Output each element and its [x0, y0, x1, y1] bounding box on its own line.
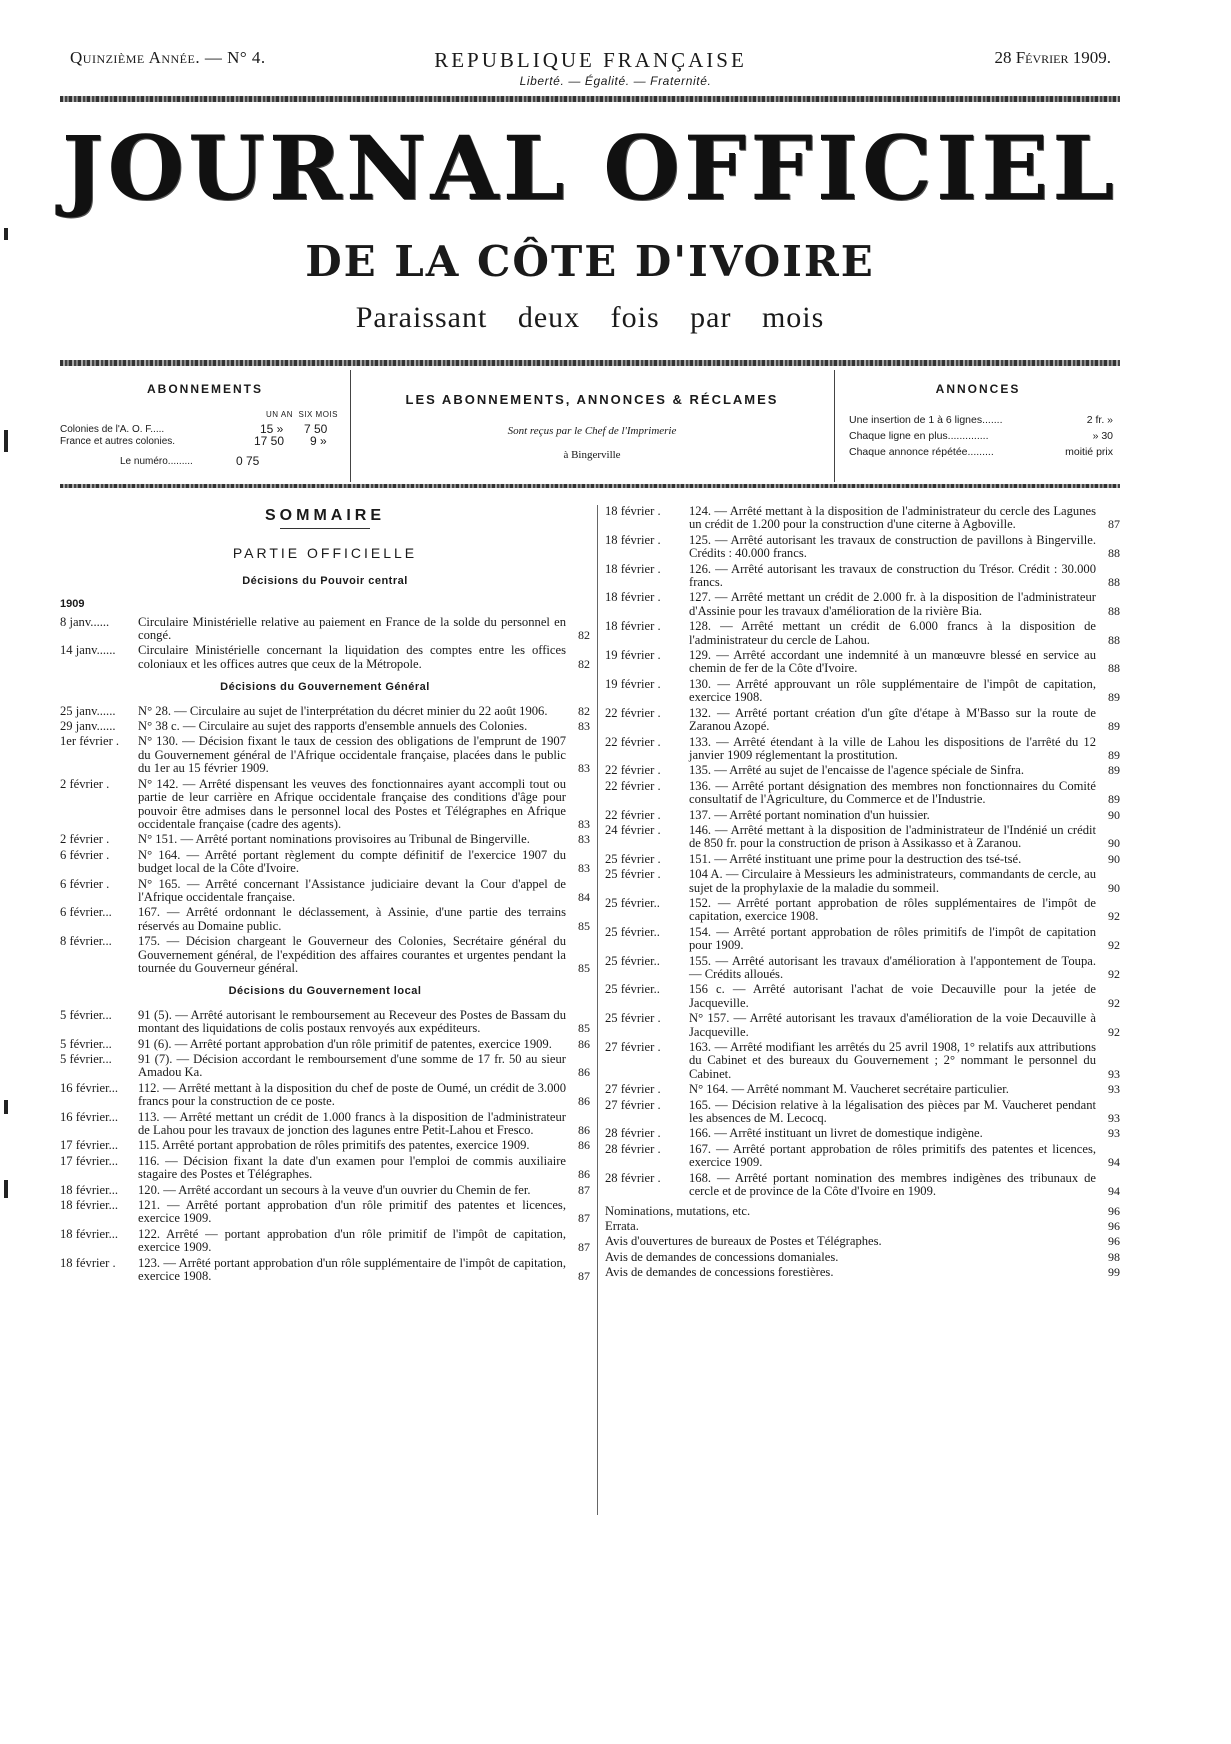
rate-value: 7 50: [304, 422, 328, 436]
toc-entry: [605, 897, 1120, 924]
entry-title: N° 28. — Circulaire au sujet de l'interprétation du décret minier du 22 août 1906.: [138, 703, 548, 718]
contact-line: Sont reçus par le Chef de l'Imprimerie: [507, 425, 677, 437]
toc-entry: [60, 735, 590, 775]
annonce-row: [849, 430, 1113, 442]
entry-title: 156 c. — Arrêté autorisant l'achat de voie Decauville pour la jetée de Jacqueville.: [689, 982, 1096, 1010]
entry-page: 86: [578, 1167, 590, 1182]
entry-date: 28 février .: [605, 1142, 661, 1156]
toc-entry: [60, 778, 590, 832]
contact-heading: LES ABONNEMENTS, ANNONCES & RÉCLAMES: [405, 392, 779, 407]
entry-title: 115. Arrêté portant approbation de rôles primitifs des patentes, exercice 1909.: [138, 1138, 530, 1153]
entry-date: 22 février .: [605, 706, 661, 720]
entry-title: 128. — Arrêté mettant un crédit de 6.000 francs à la disposition de l'administrateur du cercle de Lahou.: [689, 619, 1096, 647]
toc-entry: [60, 1053, 590, 1080]
entry-date: 6 février .: [60, 848, 110, 862]
partie-heading: PARTIE OFFICIELLE: [232, 545, 418, 562]
entry-page: 88: [1108, 632, 1120, 647]
toc-entry: [605, 505, 1120, 532]
toc-entry: [60, 1111, 590, 1138]
entry-page: 85: [578, 960, 590, 975]
entry-page: 90: [1108, 836, 1120, 851]
entry-title: N° 157. — Arrêté autorisant les travaux d'amélioration de la voie Decauville à Jacqueville.: [689, 1011, 1096, 1039]
entry-title: 133. — Arrêté étendant à la ville de Lahou les dispositions de l'arrêté du 12 janvier 1909 réglementant la prostitution.: [689, 734, 1096, 762]
entry-title: 135. — Arrêté au sujet de l'encaisse de l'agence spéciale de Sinfra.: [689, 763, 1024, 778]
republic-label: REPUBLIQUE FRANÇAISE: [434, 48, 747, 72]
entry-page: 86: [578, 1036, 590, 1051]
toc-entry: [605, 1172, 1120, 1199]
entry-date: 2 février .: [60, 833, 110, 847]
entry-date: 22 février .: [605, 735, 661, 749]
toc-entry: [60, 1199, 590, 1226]
scan-mark: [4, 1100, 8, 1114]
entry-date: 27 février .: [605, 1083, 661, 1097]
contact-panel: [352, 370, 832, 482]
sommaire-heading: SOMMAIRE: [265, 507, 385, 524]
entry-title: Avis de demandes de concessions domaniales.: [605, 1249, 839, 1264]
entry-page: 87: [578, 1211, 590, 1226]
toc-entry: [60, 878, 590, 905]
entry-title: N° 151. — Arrêté portant nominations provisoires au Tribunal de Bingerville.: [138, 832, 530, 847]
entry-title: N° 142. — Arrêté dispensant les veuves des fonctionnaires ayant accompli tout ou partie de leur carrière en Afrique occidentale française des conditions d'âge pour pouvoir être admises dans le personnel local des Postes et Télégraphes en Afrique occidentale française (cadre des agents).: [138, 776, 566, 831]
entry-title: 132. — Arrêté portant création d'un gîte d'étape à M'Basso sur la route de Zaranou Azopé.: [689, 705, 1096, 734]
section-heading: Décisions du Gouvernement local: [228, 985, 422, 998]
entry-date: 27 février .: [605, 1041, 661, 1055]
entry-title: 175. — Décision chargeant le Gouverneur des Colonies, Secrétaire général du Gouvernement général, de l'expédition des affaires courantes et urgentes pendant la tournée du Gouverneur général.: [138, 934, 566, 975]
entry-page: 83: [578, 761, 590, 776]
rate-label: France et autres colonies.: [60, 436, 176, 447]
entry-title: 168. — Arrêté portant nomination des membres indigènes des tribunaux de cercle et de province de la Côte d'Ivoire en 1909.: [689, 1170, 1096, 1199]
entry-title: 112. — Arrêté mettant à la disposition du chef de poste de Oumé, un crédit de 3.000 francs pour la construction de ce poste.: [138, 1080, 566, 1109]
entry-title: 91 (6). — Arrêté portant approbation d'un rôle primitif de patentes, exercice 1909.: [138, 1036, 552, 1051]
toc-tail-entry: [605, 1251, 1120, 1264]
entry-title: Circulaire Ministérielle concernant la liquidation des comptes entre les offices coloniaux et les offices autres que ceux de la Métropole.: [138, 643, 566, 671]
entry-title: Avis de demandes de concessions forestières.: [605, 1265, 834, 1280]
annonce-row: [849, 414, 1113, 426]
toc-tail-entry: [605, 1220, 1120, 1233]
rate-value: 9 »: [310, 434, 327, 448]
entry-date: 8 janv......: [60, 615, 110, 629]
entry-page: 83: [578, 719, 590, 734]
toc-tail-entry: [605, 1205, 1120, 1218]
sommaire-sections: [60, 575, 590, 1284]
entry-date: 28 février .: [605, 1127, 661, 1141]
entry-page: 96: [1108, 1234, 1120, 1249]
entry-page: 88: [1108, 575, 1120, 590]
toc-entry: [605, 1083, 1120, 1096]
entry-title: 91 (5). — Arrêté autorisant le remboursement au Receveur des Postes de Bassam du montant des liquidations de colis postaux renvoyés aux expéditeurs.: [138, 1007, 566, 1036]
entry-page: 82: [578, 628, 590, 643]
entry-title: 165. — Décision relative à la légalisation des pièces par M. Vaucheret pendant les absences de M. Lecocq.: [689, 1097, 1096, 1126]
rate-col-year: UN AN: [266, 410, 293, 419]
entry-date: 6 février...: [60, 906, 112, 920]
toc-entry: [60, 1038, 590, 1051]
entry-page: 96: [1108, 1203, 1120, 1218]
entry-title: 113. — Arrêté mettant un crédit de 1.000 francs à la disposition de l'administrateur de Lahou pour les travaux de jonction des lagunes entre Petit-Lahou et Fresco.: [138, 1109, 566, 1138]
entry-title: 120. — Arrêté accordant un secours à la veuve d'un ouvrier du Chemin de fer.: [138, 1182, 531, 1197]
entry-date: 6 février .: [60, 877, 110, 891]
entry-date: 18 février .: [605, 505, 661, 518]
entry-title: 137. — Arrêté portant nomination d'un huissier.: [689, 807, 930, 822]
entry-page: 96: [1108, 1218, 1120, 1233]
entry-title: N° 164. — Arrêté nommant M. Vaucheret secrétaire particulier.: [689, 1082, 1009, 1097]
entry-page: 86: [578, 1138, 590, 1153]
entry-date: 19 février .: [605, 677, 661, 691]
entry-page: 87: [578, 1269, 590, 1284]
toc-entry: [605, 764, 1120, 777]
toc-entry: [605, 824, 1120, 851]
entry-page: 83: [578, 832, 590, 847]
entry-page: 93: [1108, 1066, 1120, 1081]
entry-date: 28 février .: [605, 1171, 661, 1185]
entry-date: 17 février...: [60, 1154, 119, 1168]
toc-entry: [605, 620, 1120, 647]
journal-title: JOURNAL OFFICIEL: [61, 116, 1119, 220]
publication-frequency: Paraissant deux fois par mois: [355, 301, 825, 334]
entry-date: 25 février .: [605, 852, 661, 866]
annonces-panel: [834, 370, 1121, 482]
entry-page: 89: [1108, 792, 1120, 807]
entry-page: 84: [578, 889, 590, 904]
toc-entry: [605, 563, 1120, 590]
entry-page: 89: [1108, 690, 1120, 705]
entry-date: 16 février...: [60, 1110, 119, 1124]
entry-date: 25 février..: [605, 896, 660, 910]
entry-title: 125. — Arrêté autorisant les travaux de construction de pavillons à Bingerville. Crédits : 40.000 francs.: [689, 532, 1096, 561]
entry-title: 151. — Arrêté instituant une prime pour la destruction des tsé-tsé.: [689, 851, 1022, 866]
entry-date: 18 février...: [60, 1183, 119, 1197]
entry-page: 86: [578, 1123, 590, 1138]
entry-date: 18 février .: [605, 591, 661, 605]
entry-page: 92: [1108, 995, 1120, 1010]
entry-date: 18 février...: [60, 1199, 119, 1213]
scan-mark: [4, 1180, 8, 1198]
toc-entry: [605, 707, 1120, 734]
toc-entry: [60, 906, 590, 933]
subscription-box: [60, 370, 1120, 482]
entry-page: 86: [578, 1094, 590, 1109]
entry-date: 17 février...: [60, 1139, 119, 1153]
entry-title: 155. — Arrêté autorisant les travaux d'amélioration à l'appontement de Toupa. — Crédits alloués.: [689, 953, 1096, 981]
entry-page: 83: [578, 816, 590, 831]
top-rule: [60, 96, 1120, 102]
entry-page: 92: [1108, 1024, 1120, 1039]
entry-date: 19 février .: [605, 649, 661, 663]
entry-page: 88: [1108, 546, 1120, 561]
entry-page: 90: [1108, 880, 1120, 895]
entry-title: N° 130. — Décision fixant le taux de cession des obligations de l'emprunt de 1907 du Gouvernement général de l'Afrique occidentale française, placées dans le public du 1er au 15 février 1909.: [138, 734, 566, 776]
annonce-value: moitié prix: [1065, 446, 1113, 458]
entry-date: 1er février .: [60, 735, 120, 749]
toc-entry: [60, 644, 590, 671]
toc-entry: [60, 849, 590, 876]
toc-entry: [60, 833, 590, 846]
entry-page: 87: [578, 1182, 590, 1197]
toc-tail-entry: [605, 1235, 1120, 1248]
rate-label: Colonies de l'A. O. F.....: [60, 424, 165, 435]
toc-entry: [605, 678, 1120, 705]
annonces-heading: ANNONCES: [935, 382, 1021, 396]
entry-title: Circulaire Ministérielle relative au paiement en France de la solde du personnel en congé.: [138, 614, 566, 643]
entry-page: 89: [1108, 719, 1120, 734]
entry-page: 93: [1108, 1082, 1120, 1097]
entry-page: 88: [1108, 603, 1120, 618]
journal-subtitle: DE LA CÔTE D'IVOIRE: [305, 237, 875, 286]
entry-date: 18 février .: [60, 1256, 116, 1270]
entry-date: 5 février...: [60, 1008, 112, 1022]
section-heading: Décisions du Gouvernement Général: [220, 681, 430, 694]
toc-entry: [605, 868, 1120, 895]
entry-title: 129. — Arrêté accordant une indemnité à un manœuvre blessé en service au chemin de fer de la Côte d'Ivoire.: [689, 648, 1096, 676]
masthead-rule: [60, 360, 1120, 366]
entry-title: 122. Arrêté — portant approbation d'un rôle primitif de l'impôt de capitation, exercice 1909.: [138, 1226, 566, 1255]
entry-date: 27 février .: [605, 1098, 661, 1112]
toc-entry: [605, 1041, 1120, 1081]
entry-date: 25 février .: [605, 868, 661, 882]
rate-col-six-months: SIX MOIS: [298, 410, 338, 419]
toc-entry: [60, 720, 590, 733]
entry-title: 104 A. — Circulaire à Messieurs les administrateurs, commandants de cercle, au sujet de la prophylaxie de la maladie du sommeil.: [689, 867, 1096, 895]
entry-date: 5 février...: [60, 1037, 112, 1051]
entry-date: 22 février .: [605, 779, 661, 793]
toc-entry: [605, 983, 1120, 1010]
toc-entry: [60, 705, 590, 718]
entry-date: 25 février..: [605, 983, 660, 997]
entry-title: 130. — Arrêté approuvant un rôle supplémentaire de l'impôt de capitation, exercice 1908.: [689, 676, 1096, 705]
entry-date: 24 février .: [605, 823, 661, 837]
entry-date: 29 janv......: [60, 720, 116, 734]
issue-number: Quinzième Année. — N° 4.: [70, 48, 266, 67]
entry-page: 94: [1108, 1155, 1120, 1170]
entry-date: 25 février .: [605, 1012, 661, 1026]
divider: [280, 528, 370, 529]
entry-page: 88: [1108, 661, 1120, 676]
entry-title: 146. — Arrêté mettant à la disposition de l'administrateur de l'Indénié un crédit de 850 fr. pour la construction de prison à Assikasso et à Zaranou.: [689, 822, 1096, 851]
entry-page: 93: [1108, 1111, 1120, 1126]
entry-page: 89: [1108, 747, 1120, 762]
entry-title: N° 38 c. — Circulaire au sujet des rapports d'ensemble annuels des Colonies.: [138, 719, 528, 734]
entry-title: N° 164. — Arrêté portant règlement du compte définitif de l'exercice 1907 du budget local de la Côte d'Ivoire.: [138, 847, 566, 876]
entry-date: 25 février..: [605, 925, 660, 939]
entry-title: 166. — Arrêté instituant un livret de domestique indigène.: [689, 1126, 983, 1141]
sommaire-left-column: [60, 505, 590, 1286]
sommaire-right-column: [605, 505, 1120, 1282]
entry-date: 22 février .: [605, 764, 661, 778]
entry-page: 93: [1108, 1126, 1120, 1141]
top-header: [70, 48, 1111, 72]
entry-title: N° 165. — Arrêté concernant l'Assistance judiciaire devant la Cour d'appel de l'Afrique occidentale française.: [138, 876, 566, 904]
annonce-row: [849, 446, 1113, 458]
entry-date: 8 février...: [60, 935, 112, 949]
entry-date: 16 février...: [60, 1081, 119, 1095]
entry-date: 14 janv......: [60, 644, 116, 658]
section-year: 1909: [60, 598, 85, 611]
entry-page: 94: [1108, 1184, 1120, 1199]
toc-entry: [605, 955, 1120, 982]
entry-page: 87: [1108, 517, 1120, 532]
toc-entry: [60, 1009, 590, 1036]
entry-title: Errata.: [605, 1218, 639, 1233]
entry-page: 87: [578, 1240, 590, 1255]
entry-title: 123. — Arrêté portant approbation d'un rôle supplémentaire de l'impôt de capitation, exercice 1908.: [138, 1255, 566, 1284]
toc-entry: [605, 1012, 1120, 1039]
rate-label: Le numéro.........: [120, 456, 193, 467]
entry-page: 85: [578, 918, 590, 933]
entry-title: 167. — Arrêté portant approbation de rôles primitifs des patentes et licences, exercice 1909.: [689, 1141, 1096, 1170]
entry-title: 91 (7). — Décision accordant le remboursement d'une somme de 17 fr. 50 au sieur Amadou Ka.: [138, 1052, 566, 1080]
entry-page: 90: [1108, 851, 1120, 866]
toc-entry: [605, 649, 1120, 676]
toc-entry: [605, 1143, 1120, 1170]
entry-page: 99: [1108, 1265, 1120, 1280]
toc-entry: [60, 1184, 590, 1197]
entry-page: 85: [578, 1021, 590, 1036]
annonce-label: Chaque ligne en plus..............: [849, 430, 989, 442]
entry-page: 92: [1108, 967, 1120, 981]
issue-date: 28 Février 1909.: [994, 48, 1111, 67]
toc-entry: [605, 534, 1120, 561]
annonce-label: Une insertion de 1 à 6 lignes.......: [849, 414, 1003, 426]
entry-date: 18 février .: [605, 620, 661, 634]
entry-date: 18 février...: [60, 1227, 119, 1241]
entry-title: 116. — Décision fixant la date d'un examen pour l'emploi de commis auxiliaire stagaire des Postes et Télégraphes.: [138, 1153, 566, 1182]
abonnements-panel: [60, 370, 351, 482]
entry-date: 25 février..: [605, 954, 660, 968]
sommaire-right-entries: [605, 505, 1120, 1199]
entry-title: Nominations, mutations, etc.: [605, 1203, 751, 1218]
entry-title: 167. — Arrêté ordonnant le déclassement, à Assinie, d'une partie des terrains réservés au Domaine public.: [138, 905, 566, 933]
entry-date: 18 février .: [605, 533, 661, 547]
annonce-value: » 30: [1092, 430, 1113, 442]
rate-value: 0 75: [236, 454, 260, 468]
annonce-label: Chaque annonce répétée.........: [849, 446, 994, 458]
motto: Liberté. — Égalité. — Fraternité.: [519, 74, 712, 88]
toc-entry: [605, 780, 1120, 807]
scan-mark: [4, 228, 8, 240]
entry-page: 89: [1108, 763, 1120, 778]
entry-page: 86: [578, 1065, 590, 1080]
toc-entry: [60, 935, 590, 975]
abonnements-heading: ABONNEMENTS: [146, 382, 263, 396]
rate-value: 17 50: [254, 434, 285, 448]
entry-page: 98: [1108, 1249, 1120, 1264]
column-divider: [597, 505, 598, 1515]
rate-headers: [266, 410, 338, 419]
entry-title: 154. — Arrêté portant approbation de rôles primitifs de l'impôt de capitation pour 1909.: [689, 924, 1096, 953]
rate-value: 15 »: [260, 422, 284, 436]
entry-title: 127. — Arrêté mettant un crédit de 2.000 fr. à la disposition de l'administrateur d'Assinie pour les travaux d'amélioration de la rivière Bia.: [689, 590, 1096, 618]
entry-title: 163. — Arrêté modifiant les arrêtés du 25 avril 1908, 1° relatifs aux attributions du Cabinet et des bureaux du Gouvernement ; 2° nommant le personnel du Cabinet.: [689, 1040, 1096, 1081]
annonce-value: 2 fr. »: [1086, 414, 1113, 426]
toc-entry: [605, 736, 1120, 763]
info-rule: [60, 484, 1120, 488]
entry-date: 25 janv......: [60, 704, 116, 718]
entry-title: 126. — Arrêté autorisant les travaux de construction du Trésor. Crédit : 30.000 francs.: [689, 561, 1096, 590]
entry-date: 2 février .: [60, 777, 110, 791]
sommaire-tail-entries: [605, 1205, 1120, 1280]
toc-entry: [605, 853, 1120, 866]
entry-title: 121. — Arrêté portant approbation d'un rôle primitif des patentes et licences, exercice 1909.: [138, 1198, 566, 1226]
toc-entry: [605, 809, 1120, 822]
toc-entry: [605, 1127, 1120, 1140]
entry-date: 5 février...: [60, 1053, 112, 1066]
entry-date: 22 février .: [605, 808, 661, 822]
scan-mark: [4, 430, 8, 452]
entry-page: 92: [1108, 909, 1120, 924]
toc-entry: [60, 1082, 590, 1109]
entry-title: 152. — Arrêté portant approbation de rôles supplémentaires de l'impôt de capitation, exercice 1908.: [689, 895, 1096, 924]
toc-entry: [60, 1257, 590, 1284]
toc-entry: [60, 1139, 590, 1152]
entry-page: 92: [1108, 938, 1120, 953]
entry-title: Avis d'ouvertures de bureaux de Postes et Télégraphes.: [605, 1234, 882, 1249]
entry-page: 90: [1108, 807, 1120, 822]
toc-entry: [605, 926, 1120, 953]
contact-location: à Bingerville: [563, 449, 621, 461]
entry-title: 124. — Arrêté mettant à la disposition de l'administrateur du cercle des Lagunes un crédit de 1.200 pour la construction d'une citerne à Agboville.: [689, 504, 1096, 532]
entry-date: 18 février .: [605, 562, 661, 576]
toc-entry: [60, 1228, 590, 1255]
toc-entry: [60, 616, 590, 643]
section-heading: Décisions du Pouvoir central: [242, 574, 408, 587]
entry-page: 83: [578, 861, 590, 876]
toc-entry: [605, 591, 1120, 618]
toc-entry: [60, 1155, 590, 1182]
entry-title: 136. — Arrêté portant désignation des membres non fonctionnaires du Comité consultatif de l'Agriculture, du Commerce et de l'Industrie.: [689, 778, 1096, 807]
toc-tail-entry: [605, 1266, 1120, 1279]
entry-page: 82: [578, 656, 590, 671]
entry-page: 82: [578, 703, 590, 718]
toc-entry: [605, 1099, 1120, 1126]
